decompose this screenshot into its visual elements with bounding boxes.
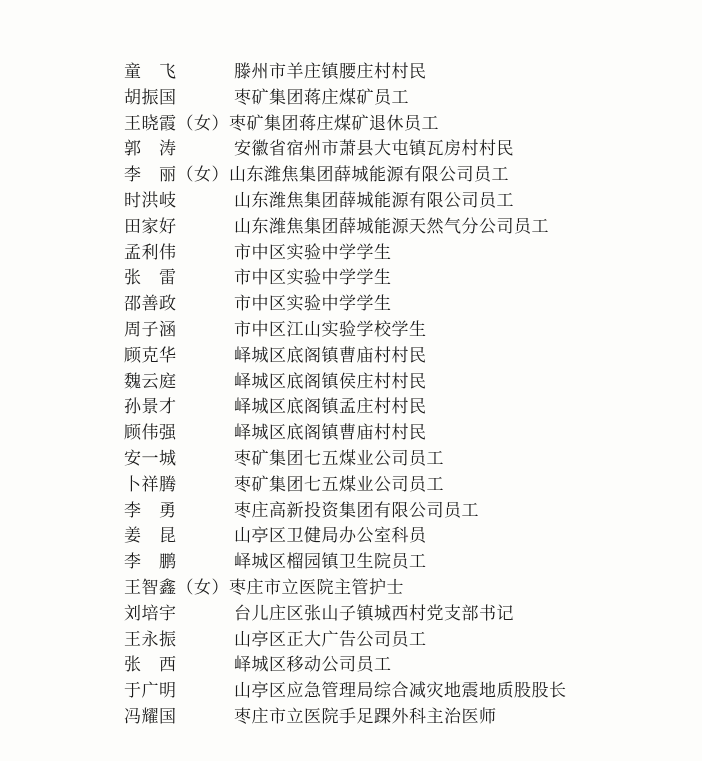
person-affiliation: 市中区实验中学学生 [234, 294, 392, 315]
list-item [124, 653, 684, 679]
person-affiliation: 峄城区底阁镇孟庄村村民 [234, 397, 427, 418]
person-name: 王智鑫（女） [124, 577, 229, 598]
list-item [124, 60, 684, 86]
person-name: 张 西 [124, 655, 177, 676]
person-affiliation: 山东潍焦集团薛城能源有限公司员工 [234, 190, 514, 211]
person-affiliation: 峄城区移动公司员工 [234, 655, 392, 676]
list-item [124, 344, 684, 370]
list-item [124, 241, 684, 267]
person-name: 周子涵 [124, 319, 177, 340]
list-item [124, 215, 684, 241]
list-item [124, 447, 684, 473]
person-name: 李 勇 [124, 500, 177, 521]
list-item [124, 628, 684, 654]
list-item [124, 370, 684, 396]
list-item [124, 576, 684, 602]
person-affiliation: 枣庄市立医院手足踝外科主治医师 [234, 706, 497, 727]
person-affiliation: 峄城区底阁镇曹庙村村民 [234, 423, 427, 444]
list-item [124, 266, 684, 292]
person-affiliation: 枣矿集团七五煤业公司员工 [234, 474, 444, 495]
person-affiliation: 台儿庄区张山子镇城西村党支部书记 [234, 603, 514, 624]
list-item [124, 292, 684, 318]
list-item [124, 395, 684, 421]
person-affiliation: 枣矿集团蒋庄煤矿退休员工 [229, 113, 439, 134]
list-item [124, 318, 684, 344]
list-item [124, 705, 684, 731]
person-name: 顾伟强 [124, 423, 177, 444]
person-name: 孙景才 [124, 397, 177, 418]
person-name: 郭 涛 [124, 139, 177, 160]
person-name: 童 飞 [124, 62, 177, 82]
person-name: 冯耀国 [124, 706, 177, 727]
person-affiliation: 安徽省宿州市萧县大屯镇瓦房村村民 [234, 139, 514, 160]
list-item [124, 602, 684, 628]
list-item [124, 421, 684, 447]
person-affiliation: 山亭区应急管理局综合减灾地震地质股股长 [234, 681, 567, 702]
list-item [124, 163, 684, 189]
person-affiliation: 滕州市羊庄镇腰庄村村民 [234, 62, 427, 82]
list-item [124, 137, 684, 163]
list-item [124, 473, 684, 499]
person-affiliation: 山亭区卫健局办公室科员 [234, 526, 427, 547]
person-name: 时洪岐 [124, 190, 177, 211]
person-affiliation: 市中区实验中学学生 [234, 242, 392, 263]
person-affiliation: 峄城区底阁镇曹庙村村民 [234, 345, 427, 366]
honoree-list [124, 60, 684, 731]
person-affiliation: 枣庄市立医院主管护士 [229, 577, 404, 598]
person-affiliation: 山东潍焦集团薛城能源有限公司员工 [229, 165, 509, 186]
list-item [124, 112, 684, 138]
person-name: 王永振 [124, 629, 177, 650]
person-affiliation: 山亭区正大广告公司员工 [234, 629, 427, 650]
person-name: 于广明 [124, 681, 177, 702]
person-affiliation: 枣庄高新投资集团有限公司员工 [234, 500, 479, 521]
person-name: 王晓霞（女） [124, 113, 229, 134]
person-affiliation: 峄城区底阁镇侯庄村村民 [234, 371, 427, 392]
person-affiliation: 山东潍焦集团薛城能源天然气分公司员工 [234, 216, 549, 237]
person-affiliation: 枣矿集团蒋庄煤矿员工 [234, 87, 409, 108]
person-name: 胡振国 [124, 87, 177, 108]
person-name: 姜 昆 [124, 526, 177, 547]
person-name: 李 丽（女） [124, 165, 229, 186]
list-item [124, 550, 684, 576]
list-item [124, 679, 684, 705]
list-item [124, 499, 684, 525]
person-name: 张 雷 [124, 268, 177, 289]
person-name: 卜祥腾 [124, 474, 177, 495]
person-name: 田家好 [124, 216, 177, 237]
person-name: 李 鹏 [124, 552, 177, 573]
person-affiliation: 枣矿集团七五煤业公司员工 [234, 448, 444, 469]
person-name: 顾克华 [124, 345, 177, 366]
list-item [124, 524, 684, 550]
person-name: 孟利伟 [124, 242, 177, 263]
person-name: 安一城 [124, 448, 177, 469]
person-affiliation: 市中区实验中学学生 [234, 268, 392, 289]
list-item [124, 86, 684, 112]
list-item [124, 189, 684, 215]
person-affiliation: 峄城区榴园镇卫生院员工 [234, 552, 427, 573]
person-name: 邵善政 [124, 294, 177, 315]
person-affiliation: 市中区江山实验学校学生 [234, 319, 427, 340]
person-name: 刘培宇 [124, 603, 177, 624]
person-name: 魏云庭 [124, 371, 177, 392]
